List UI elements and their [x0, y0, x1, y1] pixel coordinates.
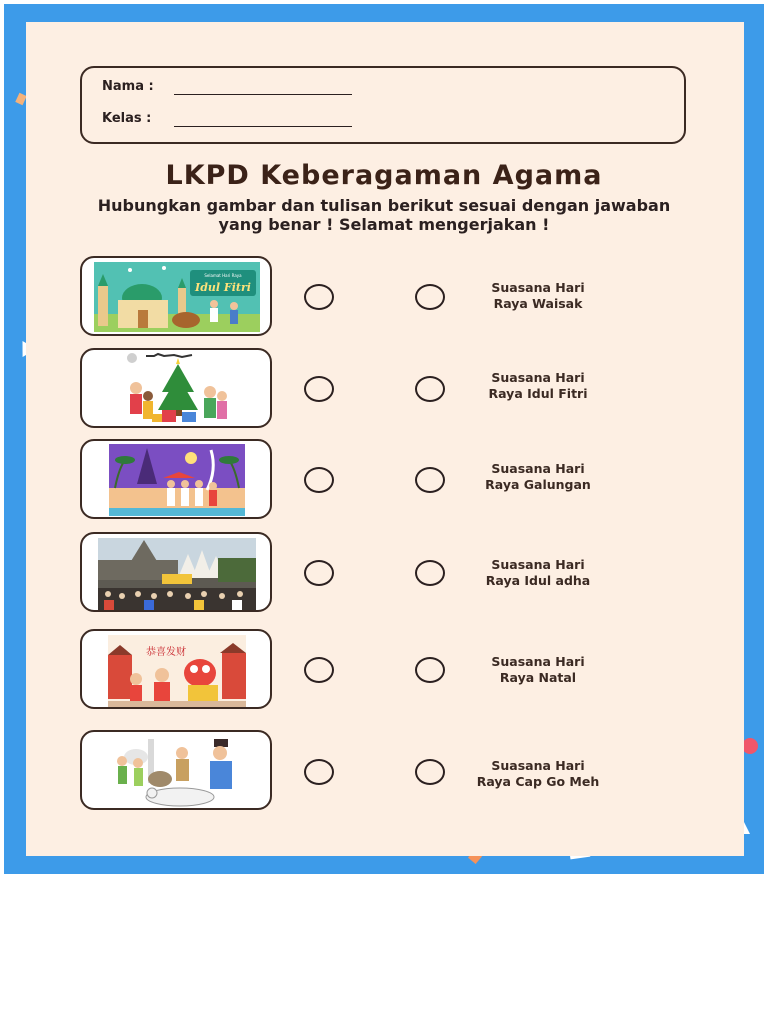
- idul-adha-illustration: [110, 735, 244, 809]
- instruction-line-1: Hubungkan gambar dan tulisan berikut sesuai dengan jawaban: [97, 196, 671, 215]
- banner-text: Idul Fitri: [195, 281, 251, 294]
- answer-line-2: Raya Idul adha: [485, 573, 591, 588]
- left-dot-circle[interactable]: [304, 560, 334, 586]
- christmas-illustration: [122, 352, 234, 426]
- right-dot-circle[interactable]: [415, 657, 445, 683]
- matching-row: [0, 532, 768, 614]
- matching-row: [0, 348, 768, 430]
- right-dot-circle[interactable]: [415, 284, 445, 310]
- banner-small-text: Selamat Hari Raya: [204, 273, 242, 278]
- answer-label: [460, 370, 616, 402]
- right-dot-circle[interactable]: [415, 467, 445, 493]
- imlek-illustration: [108, 635, 246, 707]
- answer-label: [460, 461, 616, 493]
- chinese-greeting-text: 恭喜发财: [146, 647, 186, 658]
- page-title: LKPD Keberagaman Agama: [165, 160, 603, 191]
- class-blank-line[interactable]: [174, 126, 352, 127]
- answer-line-2: Raya Idul Fitri: [488, 386, 588, 401]
- answer-label: [460, 280, 616, 312]
- matching-row: [0, 730, 768, 812]
- right-dot-circle[interactable]: [415, 376, 445, 402]
- instruction-text: [80, 196, 688, 234]
- answer-line-1: Suasana Hari: [491, 654, 585, 669]
- picture-card: [80, 532, 272, 612]
- picture-card: [80, 730, 272, 810]
- answer-line-2: Raya Cap Go Meh: [476, 774, 600, 789]
- picture-card: [80, 629, 272, 709]
- answer-line-2: Raya Natal: [499, 670, 577, 685]
- answer-line-1: Suasana Hari: [491, 280, 585, 295]
- picture-card: [80, 439, 272, 519]
- identity-box: [80, 66, 686, 144]
- name-blank-line[interactable]: [174, 94, 352, 95]
- left-dot-circle[interactable]: [304, 467, 334, 493]
- galungan-illustration: [109, 444, 245, 516]
- answer-line-2: Raya Galungan: [485, 477, 591, 492]
- answer-label: [460, 557, 616, 589]
- answer-label: [460, 758, 616, 790]
- idul-fitri-illustration: [94, 262, 260, 332]
- answer-line-1: Suasana Hari: [491, 461, 585, 476]
- left-dot-circle[interactable]: [304, 657, 334, 683]
- instruction-line-2: yang benar ! Selamat mengerjakan !: [218, 215, 550, 234]
- answer-line-2: Raya Waisak: [493, 296, 583, 311]
- answer-line-1: Suasana Hari: [491, 758, 585, 773]
- left-dot-circle[interactable]: [304, 284, 334, 310]
- matching-row: [0, 439, 768, 521]
- right-dot-circle[interactable]: [415, 560, 445, 586]
- left-dot-circle[interactable]: [304, 376, 334, 402]
- picture-card: [80, 348, 272, 428]
- picture-card: [80, 256, 272, 336]
- left-dot-circle[interactable]: [304, 759, 334, 785]
- matching-row: [0, 629, 768, 711]
- class-label: Kelas :: [102, 111, 152, 126]
- answer-label: [460, 654, 616, 686]
- right-dot-circle[interactable]: [415, 759, 445, 785]
- matching-row: [0, 256, 768, 338]
- answer-line-1: Suasana Hari: [491, 557, 585, 572]
- answer-line-1: Suasana Hari: [491, 370, 585, 385]
- name-label: Nama :: [102, 79, 154, 94]
- waisak-photo: [98, 538, 256, 610]
